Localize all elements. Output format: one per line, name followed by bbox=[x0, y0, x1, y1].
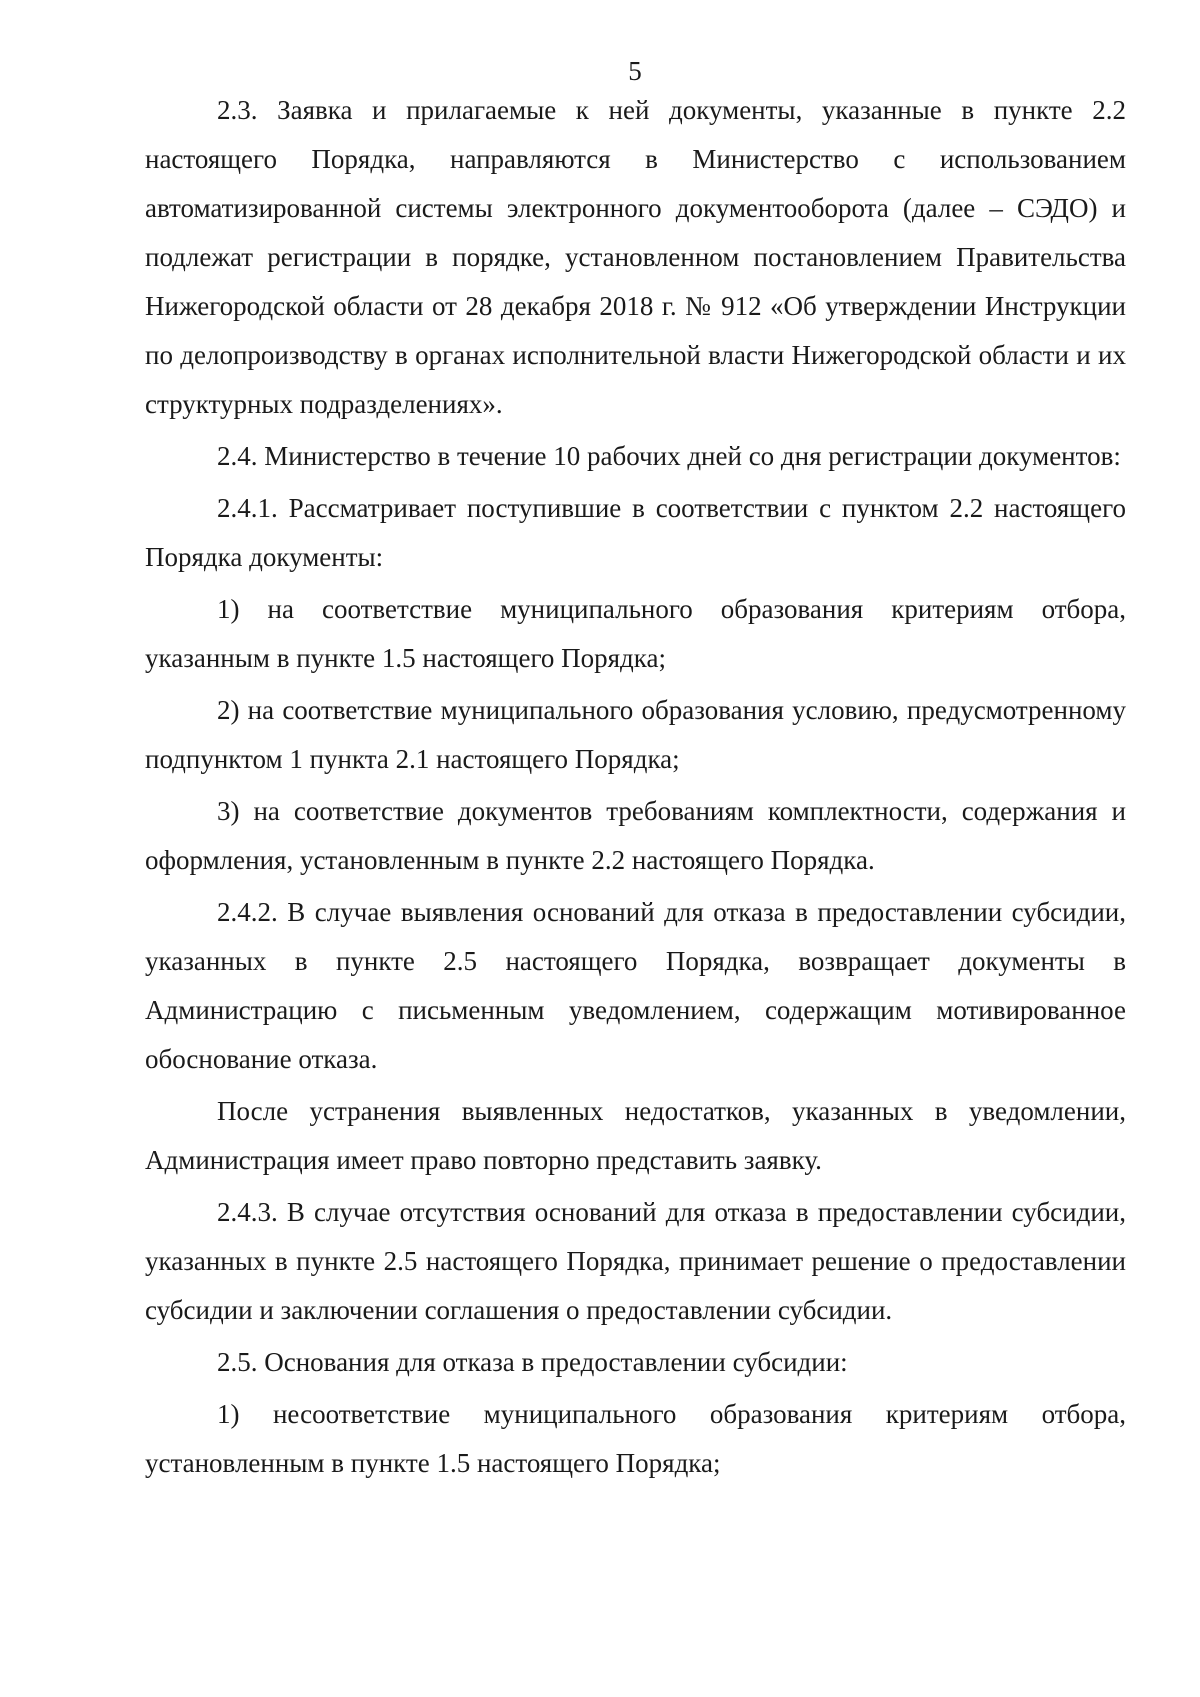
list-item-2-4-1-3: 3) на соответствие документов требованиям комплектности, содержания и оформления, установленным в пункте 2.2 настоящего Порядка. bbox=[145, 796, 1126, 875]
paragraph-2-4: 2.4. Министерство в течение 10 рабочих дней со дня регистрации документов: bbox=[217, 441, 1121, 471]
list-item-2-5-1: 1) несоответствие муниципального образования критериям отбора, установленным в пункте 1.5 настоящего Порядка; bbox=[145, 1399, 1126, 1478]
paragraph-2-4-1: 2.4.1. Рассматривает поступившие в соответствии с пунктом 2.2 настоящего Порядка документы: bbox=[145, 493, 1126, 572]
list-item-2-4-1-1: 1) на соответствие муниципального образования критериям отбора, указанным в пункте 1.5 настоящего Порядка; bbox=[145, 594, 1126, 673]
paragraph-2-4-3: 2.4.3. В случае отсутствия оснований для отказа в предоставлении субсидии, указанных в пункте 2.5 настоящего Порядка, принимает решение о предоставлении субсидии и заключении соглашения о предоставлении субсидии. bbox=[145, 1197, 1126, 1325]
paragraph-after-2-4-2: После устранения выявленных недостатков, указанных в уведомлении, Администрация имеет право повторно представить заявку. bbox=[145, 1096, 1126, 1175]
paragraph-2-3: 2.3. Заявка и прилагаемые к ней документы, указанные в пункте 2.2 настоящего Порядка, направляются в Министерство с использованием автоматизированной системы электронного документооборота (далее – СЭДО) и подлежат регистрации в порядке, установленном постановлением Правительства Нижегородской области от 28 декабря 2018 г. № 912 «Об утверждении Инструкции по делопроизводству в органах исполнительной власти Нижегородской области и их структурных подразделениях». bbox=[145, 95, 1126, 419]
list-item-2-4-1-2: 2) на соответствие муниципального образования условию, предусмотренному подпунктом 1 пункта 2.1 настоящего Порядка; bbox=[145, 695, 1126, 774]
paragraph-2-5: 2.5. Основания для отказа в предоставлении субсидии: bbox=[217, 1347, 848, 1377]
paragraph-2-4-2: 2.4.2. В случае выявления оснований для отказа в предоставлении субсидии, указанных в пункте 2.5 настоящего Порядка, возвращает документы в Администрацию с письменным уведомлением, содержащим мотивированное обоснование отказа. bbox=[145, 897, 1126, 1074]
document-body bbox=[145, 86, 1126, 1488]
page-number: 5 bbox=[628, 56, 642, 86]
